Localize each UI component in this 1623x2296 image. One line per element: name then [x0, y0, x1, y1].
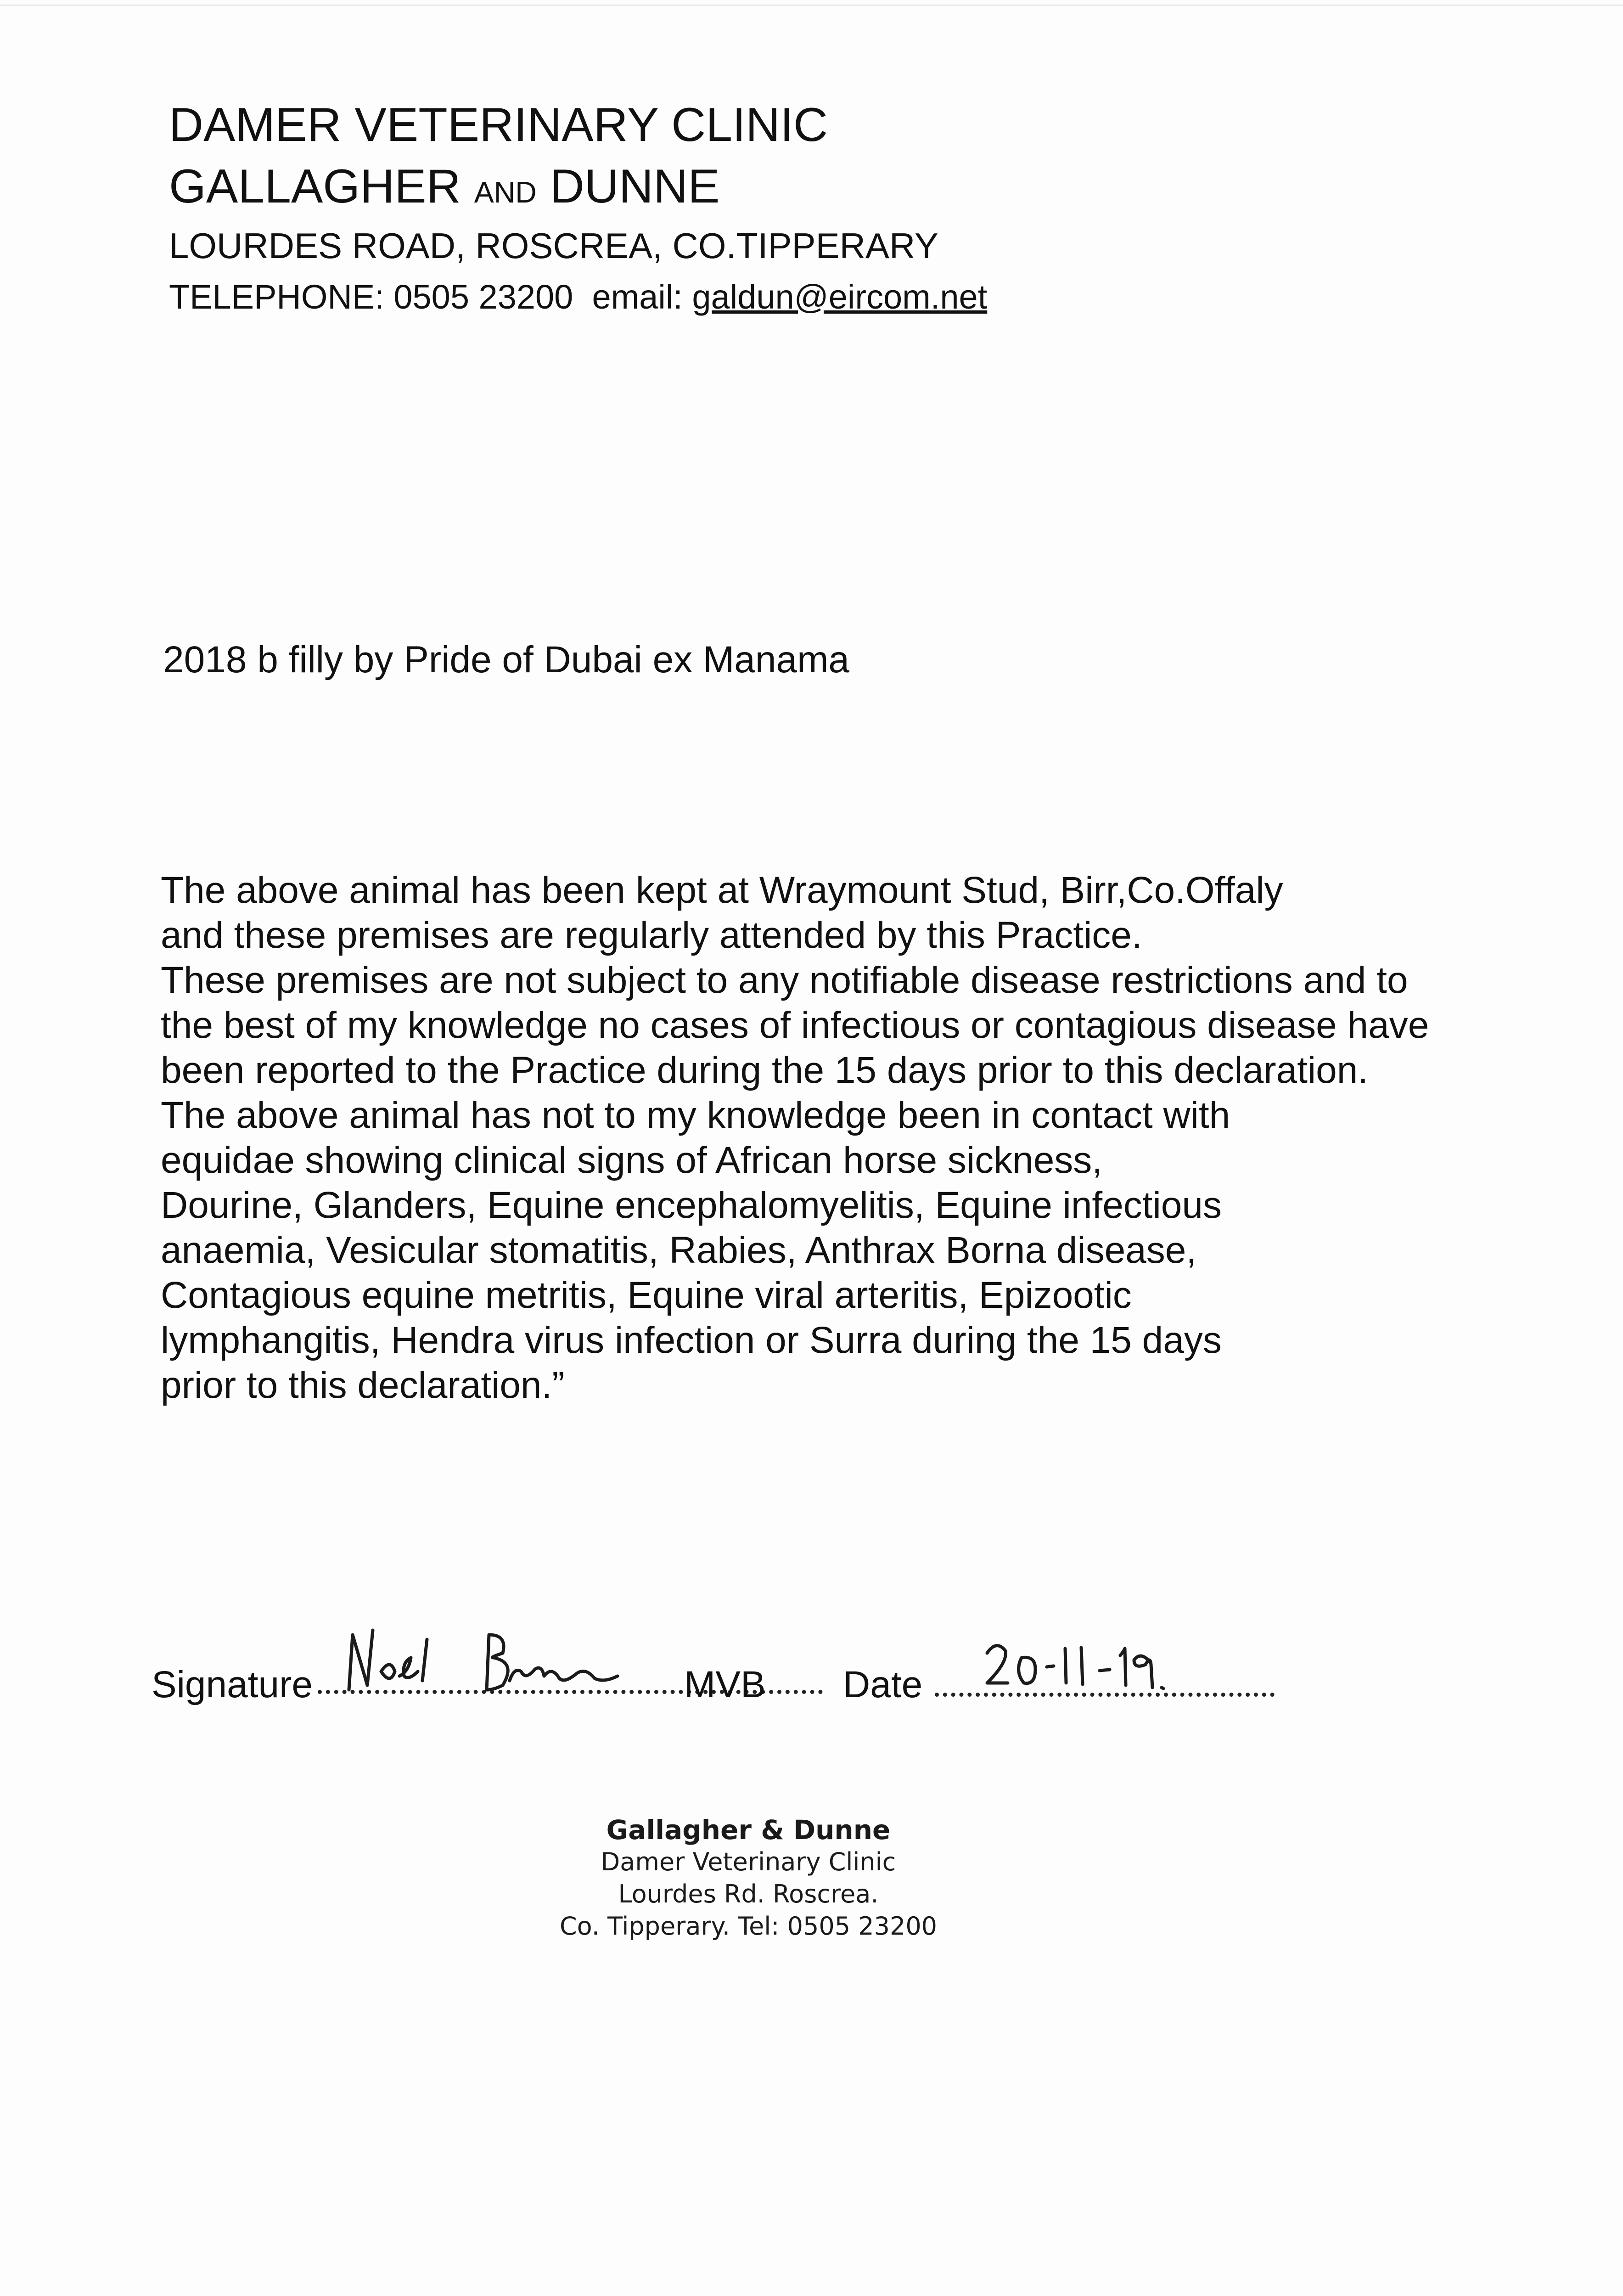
declaration-line: and these premises are regularly attended by this Practice. [161, 914, 1142, 956]
stamp-clinic-name: Damer Veterinary Clinic [601, 1847, 896, 1876]
declaration-line: prior to this declaration.” [161, 1364, 565, 1406]
stamp-address: Lourdes Rd. Roscrea. [618, 1880, 879, 1908]
declaration-text [161, 868, 1492, 1408]
stamp-firm-name: Gallagher & Dunne [606, 1814, 891, 1846]
letterhead [169, 98, 1087, 316]
animal-description: 2018 b filly by Pride of Dubai ex Manama [163, 639, 850, 681]
scan-edge [0, 0, 1623, 6]
handwritten-signature [340, 1616, 624, 1708]
clinic-name: DAMER VETERINARY CLINIC [169, 98, 828, 152]
declaration-line: These premises are not subject to any notifiable disease restrictions and to [161, 959, 1408, 1001]
partners-and: AND [474, 176, 537, 209]
partner-gallagher: GALLAGHER [169, 160, 461, 213]
telephone-number: 0505 23200 [393, 278, 573, 316]
declaration-line: The above animal has been kept at Wraymount Stud, Birr,Co.Offaly [161, 869, 1283, 911]
qualification-label: MVB [684, 1664, 766, 1705]
email-link[interactable]: galdun@eircom.net [692, 278, 988, 316]
handwritten-date [978, 1630, 1189, 1704]
date-label: Date [843, 1664, 923, 1705]
declaration-line: been reported to the Practice during the 15 days prior to this declaration. [161, 1049, 1369, 1091]
stamp-county-telephone: Co. Tipperary. Tel: 0505 23200 [559, 1912, 938, 1941]
practice-stamp [542, 1814, 955, 1942]
email-label: email: [592, 278, 683, 316]
declaration-line: Contagious equine metritis, Equine viral arteritis, Epizootic [161, 1274, 1132, 1316]
signature-label: Signature [152, 1664, 313, 1705]
telephone-label: TELEPHONE: [169, 278, 384, 316]
contact-line [169, 280, 1087, 314]
declaration-line: equidae showing clinical signs of African horse sickness, [161, 1139, 1103, 1181]
declaration-line: Dourine, Glanders, Equine encephalomyelitis, Equine infectious [161, 1184, 1222, 1226]
declaration-line: lymphangitis, Hendra virus infection or Surra during the 15 days [161, 1319, 1222, 1361]
declaration-line: anaemia, Vesicular stomatitis, Rabies, Anthrax Borna disease, [161, 1229, 1197, 1271]
signature-row [152, 1635, 1345, 1727]
partner-dunne: DUNNE [550, 160, 720, 213]
clinic-address: LOURDES ROAD, ROSCREA, CO.TIPPERARY [169, 225, 938, 266]
declaration-line: The above animal has not to my knowledge been in contact with [161, 1094, 1230, 1136]
partners-line [169, 160, 1087, 213]
declaration-line: the best of my knowledge no cases of infectious or contagious disease have [161, 1004, 1429, 1046]
